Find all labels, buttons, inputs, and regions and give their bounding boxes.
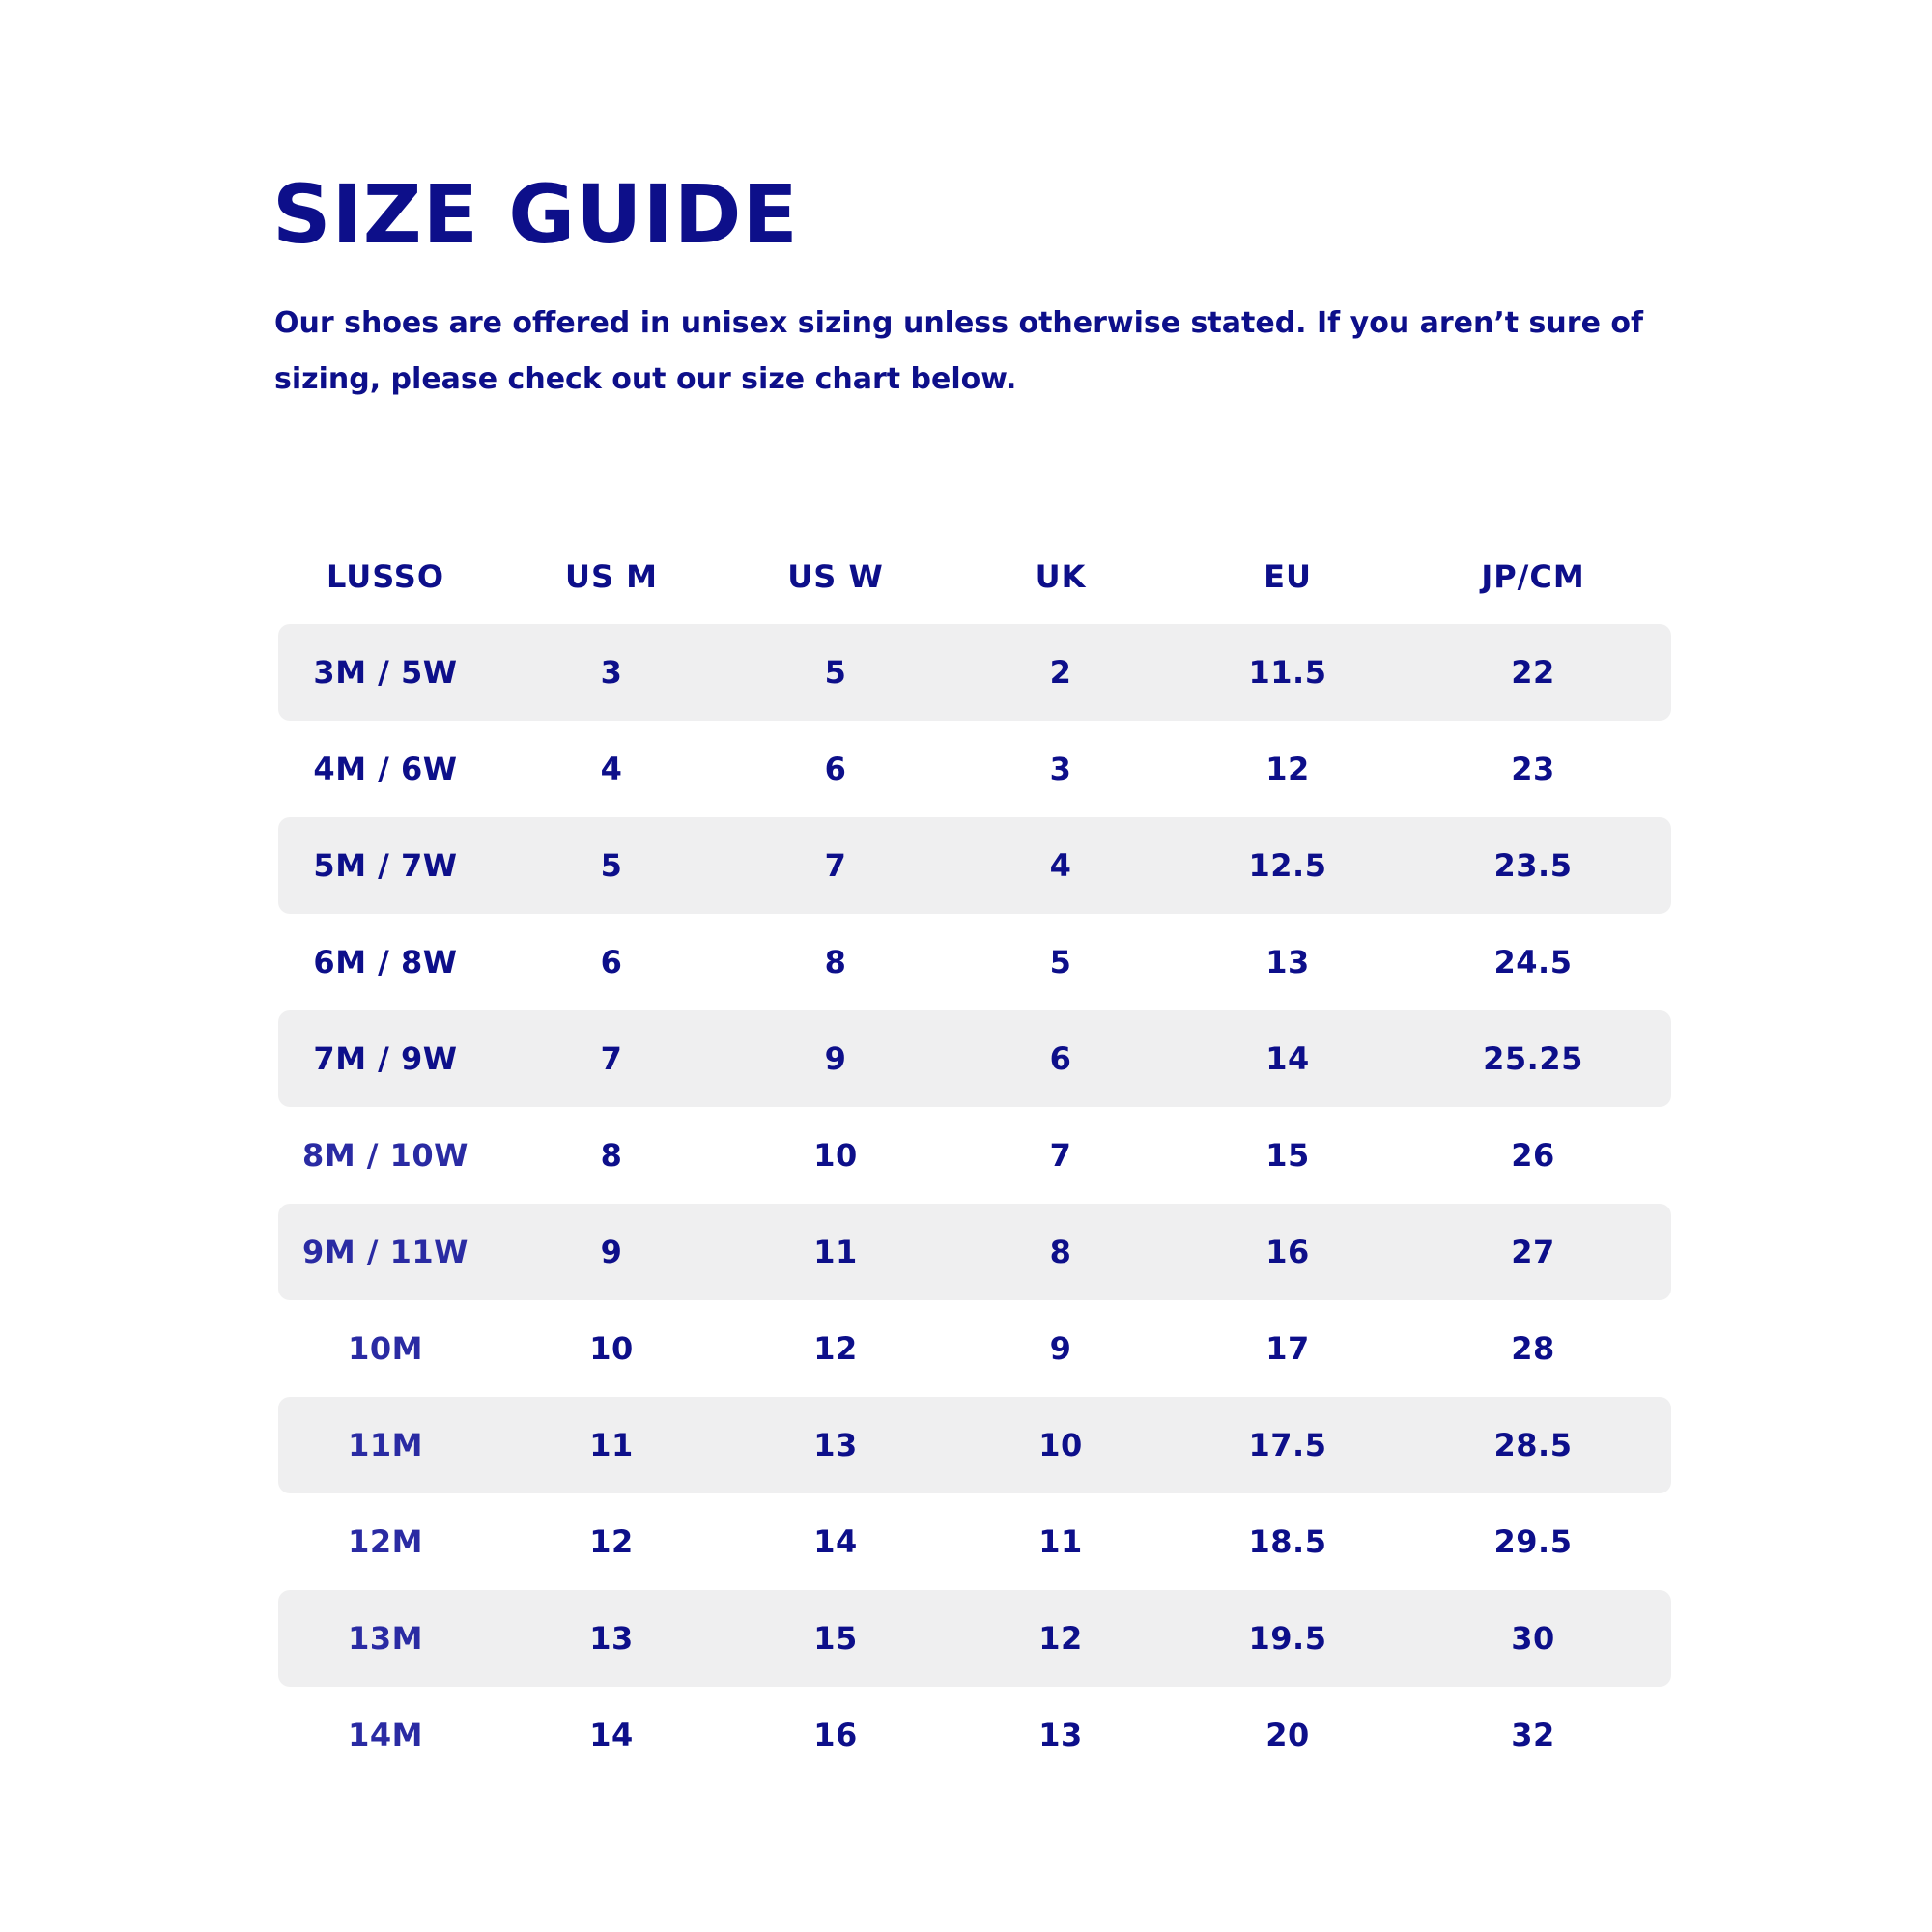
cell-lusso: 8M / 10W: [302, 1137, 469, 1174]
column-header-us-m: US M: [564, 558, 658, 595]
cell-eu: 18.5: [1248, 1523, 1327, 1560]
cell-eu: 11.5: [1248, 654, 1327, 691]
cell-us-w: 16: [813, 1717, 858, 1753]
cell-us-m: 7: [600, 1040, 623, 1077]
column-header-eu: EU: [1264, 558, 1312, 595]
table-header-row: [278, 533, 1671, 620]
cell-uk: 7: [1049, 1137, 1072, 1174]
column-header-us-w: US W: [787, 558, 884, 595]
cell-us-w: 13: [813, 1427, 858, 1463]
cell-jp-cm: 32: [1511, 1717, 1555, 1753]
cell-jp-cm: 23.5: [1493, 847, 1573, 884]
cell-lusso: 13M: [348, 1620, 423, 1657]
cell-jp-cm: 22: [1511, 654, 1555, 691]
cell-uk: 10: [1038, 1427, 1083, 1463]
table-row: [278, 1590, 1671, 1687]
cell-us-w: 6: [824, 751, 847, 787]
cell-lusso: 11M: [348, 1427, 423, 1463]
column-header-jp-cm: JP/CM: [1481, 558, 1585, 595]
cell-us-m: 6: [600, 944, 623, 980]
cell-us-m: 14: [589, 1717, 634, 1753]
cell-us-w: 14: [813, 1523, 858, 1560]
cell-us-m: 10: [589, 1330, 634, 1367]
cell-us-w: 11: [813, 1234, 858, 1270]
table-row: [278, 1010, 1671, 1107]
table-row: [278, 721, 1671, 817]
cell-us-w: 7: [824, 847, 847, 884]
cell-eu: 16: [1265, 1234, 1310, 1270]
cell-uk: 11: [1038, 1523, 1083, 1560]
cell-jp-cm: 28: [1511, 1330, 1555, 1367]
table-row: [278, 1107, 1671, 1204]
cell-lusso: 6M / 8W: [313, 944, 458, 980]
cell-us-m: 12: [589, 1523, 634, 1560]
cell-jp-cm: 29.5: [1493, 1523, 1573, 1560]
cell-us-m: 11: [589, 1427, 634, 1463]
cell-eu: 19.5: [1248, 1620, 1327, 1657]
cell-eu: 17: [1265, 1330, 1310, 1367]
cell-jp-cm: 28.5: [1493, 1427, 1573, 1463]
cell-us-w: 9: [824, 1040, 847, 1077]
cell-lusso: 14M: [348, 1717, 423, 1753]
cell-uk: 3: [1049, 751, 1072, 787]
intro-text: Our shoes are offered in unisex sizing unless otherwise stated. If you aren’t sure of sizing, please check out our size chart below.: [274, 306, 1644, 396]
table-row: [278, 1493, 1671, 1590]
cell-jp-cm: 27: [1511, 1234, 1555, 1270]
cell-uk: 5: [1049, 944, 1072, 980]
table-row: [278, 624, 1671, 721]
cell-lusso: 10M: [348, 1330, 423, 1367]
cell-us-m: 9: [600, 1234, 623, 1270]
cell-lusso: 7M / 9W: [313, 1040, 458, 1077]
cell-us-w: 10: [813, 1137, 858, 1174]
cell-jp-cm: 24.5: [1493, 944, 1573, 980]
cell-us-m: 13: [589, 1620, 634, 1657]
cell-eu: 12: [1265, 751, 1310, 787]
cell-eu: 15: [1265, 1137, 1310, 1174]
table-row: [278, 817, 1671, 914]
table-row: [278, 1204, 1671, 1300]
cell-eu: 17.5: [1248, 1427, 1327, 1463]
cell-lusso: 9M / 11W: [302, 1234, 469, 1270]
cell-us-w: 5: [824, 654, 847, 691]
cell-uk: 4: [1049, 847, 1072, 884]
cell-uk: 12: [1038, 1620, 1083, 1657]
cell-uk: 9: [1049, 1330, 1072, 1367]
cell-lusso: 4M / 6W: [313, 751, 458, 787]
cell-us-w: 8: [824, 944, 847, 980]
cell-uk: 2: [1049, 654, 1072, 691]
cell-uk: 13: [1038, 1717, 1083, 1753]
cell-lusso: 5M / 7W: [313, 847, 458, 884]
cell-eu: 13: [1265, 944, 1310, 980]
cell-jp-cm: 26: [1511, 1137, 1555, 1174]
table-row: [278, 1300, 1671, 1397]
cell-lusso: 3M / 5W: [313, 654, 458, 691]
cell-jp-cm: 23: [1511, 751, 1555, 787]
table-row: [278, 1397, 1671, 1493]
cell-us-m: 4: [600, 751, 623, 787]
cell-eu: 14: [1265, 1040, 1310, 1077]
page-title: SIZE GUIDE: [272, 167, 799, 262]
cell-us-m: 8: [600, 1137, 623, 1174]
cell-uk: 8: [1049, 1234, 1072, 1270]
cell-eu: 12.5: [1248, 847, 1327, 884]
cell-jp-cm: 25.25: [1483, 1040, 1583, 1077]
cell-lusso: 12M: [348, 1523, 423, 1560]
cell-us-w: 15: [813, 1620, 858, 1657]
cell-us-m: 5: [600, 847, 623, 884]
column-header-uk: UK: [1035, 558, 1087, 595]
cell-eu: 20: [1265, 1717, 1310, 1753]
column-header-lusso: LUSSO: [326, 558, 445, 595]
cell-uk: 6: [1049, 1040, 1072, 1077]
table-row: [278, 914, 1671, 1010]
cell-jp-cm: 30: [1511, 1620, 1555, 1657]
table-row: [278, 1687, 1671, 1783]
size-chart-table: [278, 533, 1671, 1783]
cell-us-w: 12: [813, 1330, 858, 1367]
cell-us-m: 3: [600, 654, 623, 691]
